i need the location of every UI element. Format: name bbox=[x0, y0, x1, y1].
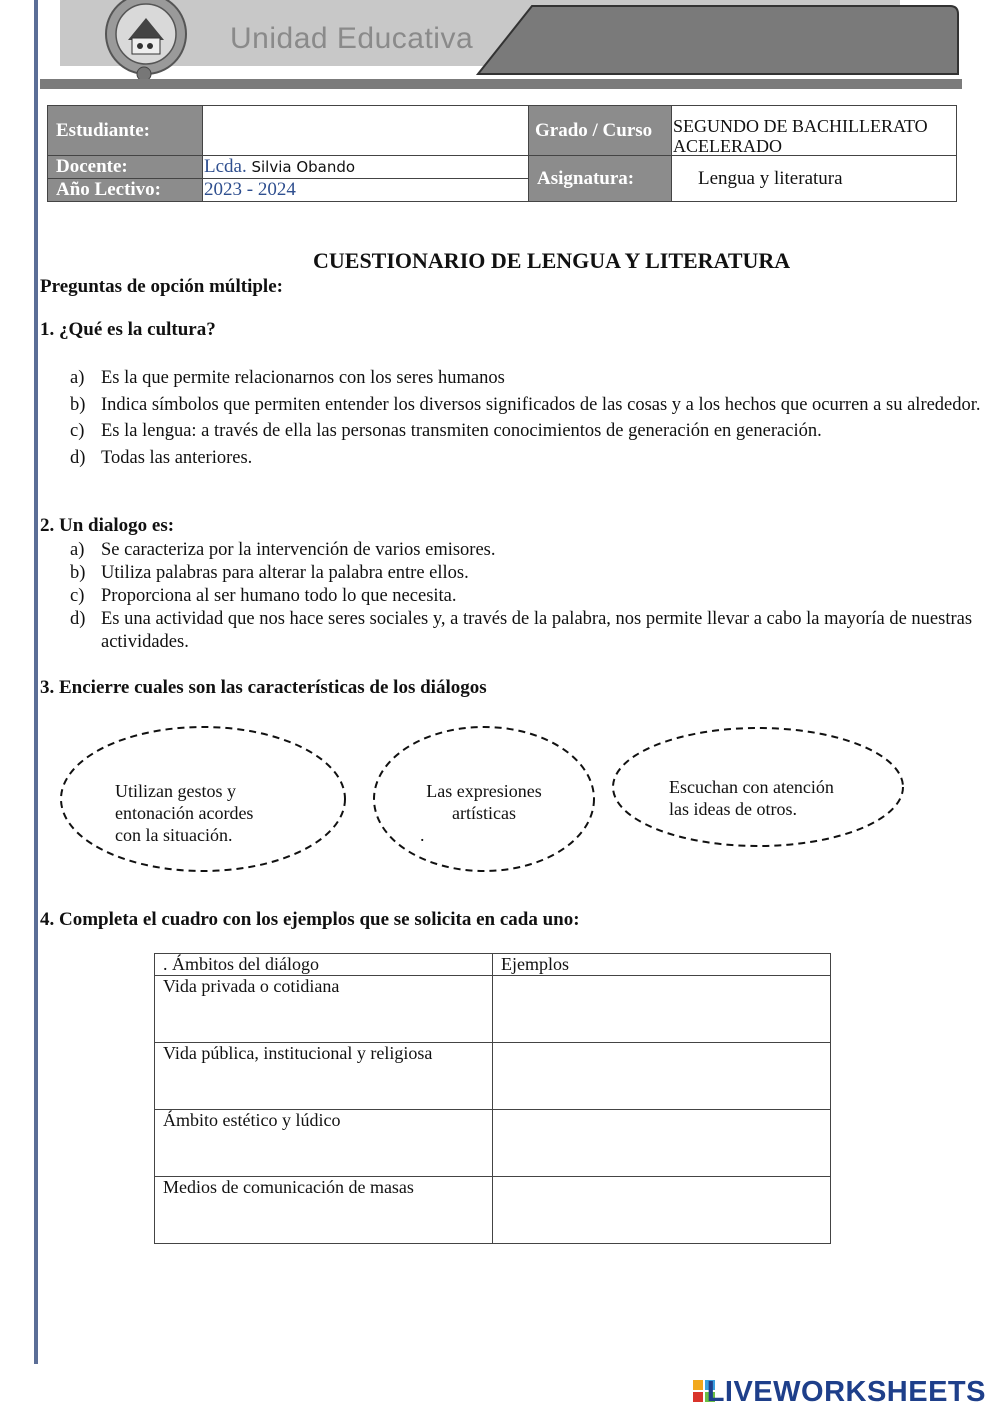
table-row bbox=[155, 1110, 831, 1177]
q1-option-a[interactable]: a) Es la que permite relacionarnos con los seres humanos bbox=[70, 368, 505, 388]
bubble-3-text[interactable]: Escuchan con atención las ideas de otros. bbox=[669, 777, 834, 819]
grade-value: SEGUNDO DE BACHILLERATO ACELERADO bbox=[673, 116, 928, 156]
q1-option-c[interactable]: c) Es la lengua: a través de ella las personas transmiten conocimientos de generación en generación. bbox=[70, 421, 822, 441]
grade-label: Grado / Curso bbox=[529, 106, 672, 156]
question-2: 2. Un dialogo es: bbox=[40, 515, 175, 536]
col-header-ambitos: . Ámbitos del diálogo bbox=[155, 954, 493, 976]
ejemplo-cell[interactable] bbox=[493, 976, 831, 1043]
examples-table bbox=[154, 953, 831, 1244]
ambito-cell: Medios de comunicación de masas bbox=[155, 1177, 493, 1244]
year-label: Año Lectivo: bbox=[48, 179, 203, 202]
question-3: 3. Encierre cuales son las características de los diálogos bbox=[40, 677, 487, 698]
header-decoration bbox=[470, 2, 965, 78]
teacher-field bbox=[203, 156, 529, 179]
question-1: 1. ¿Qué es la cultura? bbox=[40, 319, 216, 340]
student-label: Estudiante: bbox=[48, 106, 203, 156]
col-header-ejemplos: Ejemplos bbox=[493, 954, 831, 976]
ejemplo-cell[interactable] bbox=[493, 1043, 831, 1110]
teacher-label: Docente: bbox=[48, 156, 203, 179]
left-margin-rule bbox=[34, 0, 38, 1364]
school-title: Unidad Educativa bbox=[230, 22, 474, 55]
ambito-cell: Vida privada o cotidiana bbox=[155, 976, 493, 1043]
question-2-options bbox=[41, 539, 986, 654]
student-info-table bbox=[47, 105, 957, 202]
teacher-prefix: Lcda. bbox=[204, 156, 247, 177]
student-field[interactable] bbox=[203, 106, 529, 156]
subject-value: Lengua y literatura bbox=[672, 156, 957, 202]
q2-option-b[interactable]: b) Utiliza palabras para alterar la palabra entre ellos. bbox=[70, 563, 469, 583]
table-row bbox=[155, 1043, 831, 1110]
year-value: 2023 - 2024 bbox=[203, 179, 529, 202]
bubble-1-text[interactable]: Utilizan gestos y entonación acordes con la situación. bbox=[115, 781, 254, 845]
q2-option-d[interactable]: d) Es una actividad que nos hace seres sociales y, a través de la palabra, nos permite llevar a cabo la mayoría de nuestras actividades. bbox=[70, 609, 973, 652]
header-divider bbox=[40, 79, 962, 89]
liveworksheets-brand: LIVEWORKSHEETS bbox=[706, 1376, 986, 1408]
bubble-2-text[interactable]: Las expresiones artísticas . bbox=[420, 781, 542, 845]
q2-option-c[interactable]: c) Proporciona al ser humano todo lo que necesita. bbox=[70, 586, 457, 606]
ejemplo-cell[interactable] bbox=[493, 1177, 831, 1244]
table-row bbox=[155, 976, 831, 1043]
teacher-name: Silvia Obando bbox=[251, 158, 356, 176]
table-row bbox=[155, 1177, 831, 1244]
ambito-cell: Vida pública, institucional y religiosa bbox=[155, 1043, 493, 1110]
page-title: CUESTIONARIO DE LENGUA Y LITERATURA bbox=[313, 248, 791, 273]
q2-option-a[interactable]: a) Se caracteriza por la intervención de varios emisores. bbox=[70, 540, 496, 560]
question-4: 4. Completa el cuadro con los ejemplos que se solicita en cada uno: bbox=[40, 909, 580, 930]
q1-option-d[interactable]: d) Todas las anteriores. bbox=[70, 447, 253, 468]
ambito-cell: Ámbito estético y lúdico bbox=[155, 1110, 493, 1177]
q1-option-b[interactable]: b) Indica símbolos que permiten entender los diversos significados de las cosas y a los hechos que ocurren a su alrededor. bbox=[70, 394, 981, 415]
question-1-options bbox=[41, 365, 986, 471]
ejemplo-cell[interactable] bbox=[493, 1110, 831, 1177]
section-label: Preguntas de opción múltiple: bbox=[40, 276, 283, 297]
school-logo bbox=[92, 0, 200, 82]
subject-label: Asignatura: bbox=[529, 156, 672, 202]
